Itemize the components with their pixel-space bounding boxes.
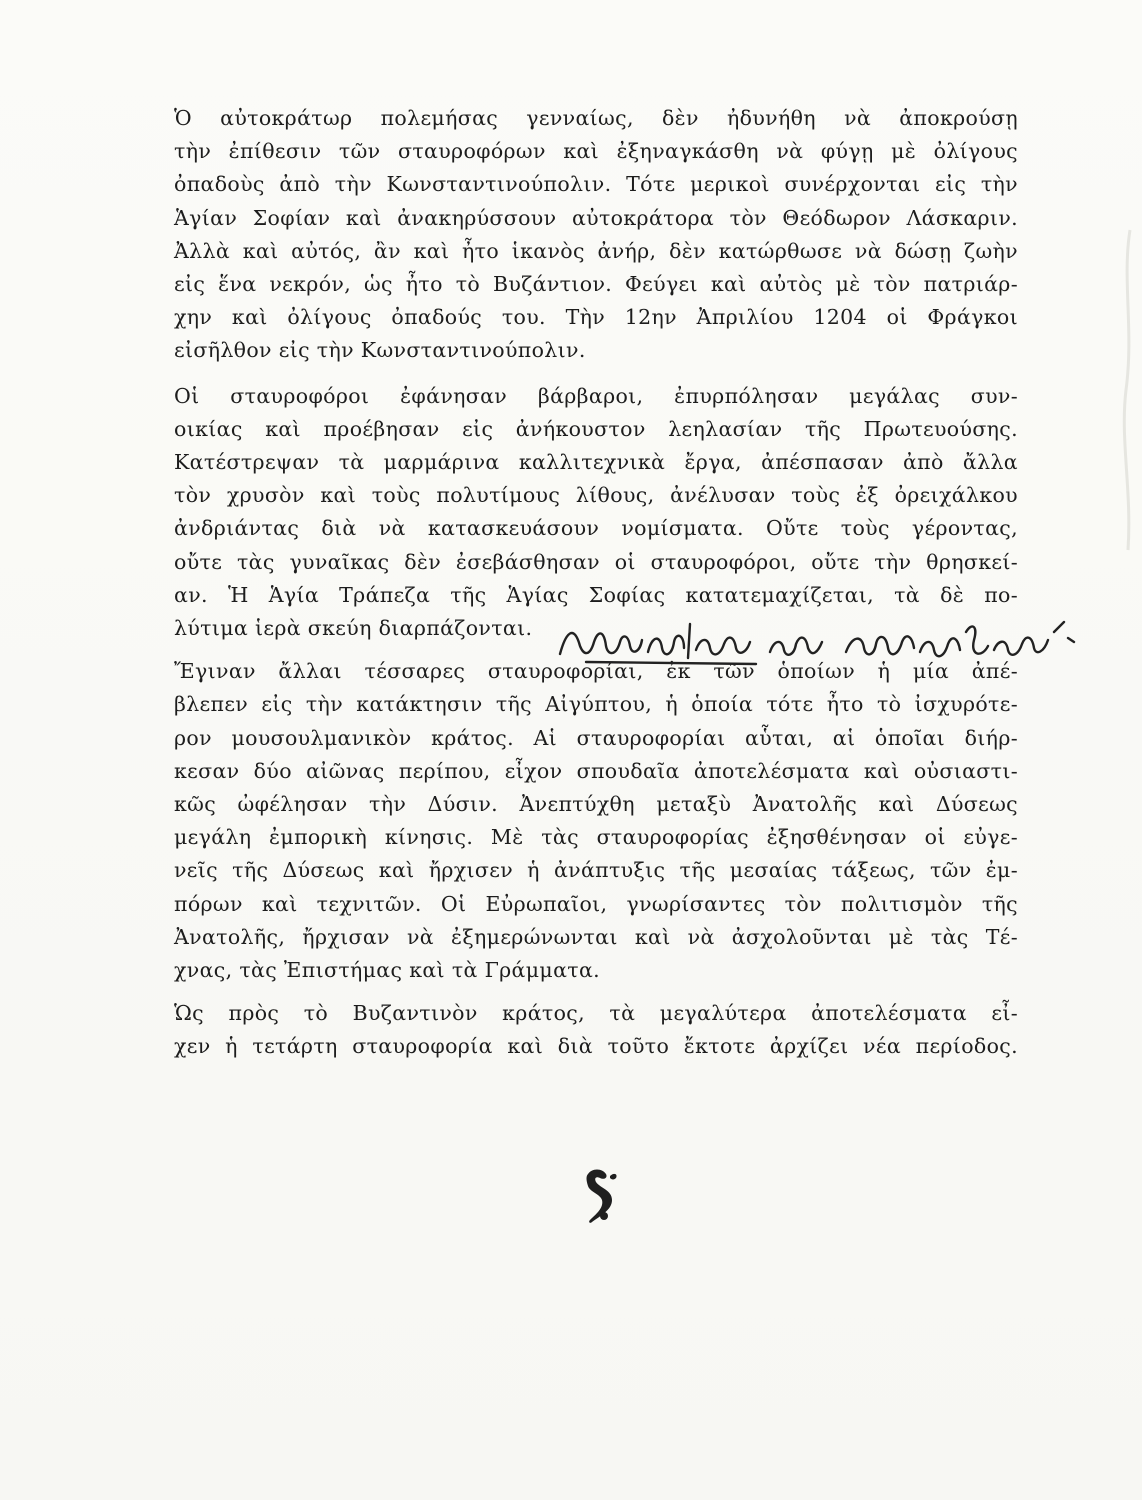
text-line: τὴν ἐπίθεσιν τῶν σταυροφόρων καὶ ἐξηναγκάσθη νὰ φύγῃ μὲ ὀλίγους [174,139,1018,164]
text-line: ὀπαδοὺς ἀπὸ τὴν Κωνσταντινούπολιν. Τότε μερικοὶ συνέρχονται εἰς τὴν [174,172,1018,197]
text-line: πόρων καὶ τεχνιτῶν. Οἱ Εὐρωπαῖοι, γνωρίσαντες τὸν πολιτισμὸν τῆς [174,891,1018,916]
paragraph-3 [174,655,1018,987]
text-line: κεσαν δύο αἰῶνας περίπου, εἶχον σπουδαῖα ἀποτελέσματα καὶ οὐσιαστι- [174,758,1018,783]
paragraph-2 [174,380,1018,646]
text-line: Ἔγιναν ἄλλαι τέσσαρες σταυροφορίαι, ἐκ τῶν ὁποίων ἡ μία ἀπέ- [174,659,1018,684]
text-line: αν. Ἡ Ἁγία Τράπεζα τῆς Ἁγίας Σοφίας κατατεμαχίζεται, τὰ δὲ πο- [174,582,1018,607]
text-line: Ἀνατολῆς, ἤρχισαν νὰ ἐξημερώνωνται καὶ νὰ ἀσχολοῦνται μὲ τὰς Τέ- [174,924,1018,949]
text-line: Ἀλλὰ καὶ αὐτός, ἂν καὶ ἦτο ἱκανὸς ἀνήρ, δὲν κατώρθωσε νὰ δώσῃ ζωὴν [174,238,1018,263]
text-line: Ἁγίαν Σοφίαν καὶ ἀνακηρύσσουν αὐτοκράτορα τὸν Θεόδωρον Λάσκαριν. [174,205,1018,230]
paragraph-1 [174,102,1018,368]
body-text [174,102,1018,1064]
margin-smudge [1112,220,1142,560]
text-line: χνας, τὰς Ἐπιστήμας καὶ τὰ Γράμματα. [174,958,601,983]
text-line: νεῖς τῆς Δύσεως καὶ ἤρχισεν ἡ ἀνάπτυξις τῆς μεσαίας τάξεως, τῶν ἐμ- [174,858,1018,883]
text-line: βλεπεν εἰς τὴν κατάκτησιν τῆς Αἰγύπτου, ἡ ὁποία τότε ἦτο τὸ ἰσχυρότε- [174,692,1018,717]
text-line: λύτιμα ἱερὰ σκεύη διαρπάζονται. [174,616,533,641]
text-line: εἰς ἕνα νεκρόν, ὡς ἦτο τὸ Βυζάντιον. Φεύγει καὶ αὐτὸς μὲ τὸν πατριάρ- [174,272,1018,297]
text-line: χην καὶ ὀλίγους ὀπαδούς του. Τὴν 12ην Ἀπριλίου 1204 οἱ Φράγκοι [174,305,1018,330]
text-line: ρον μουσουλμανικὸν κράτος. Αἱ σταυροφορίαι αὗται, αἱ ὁποῖαι διήρ- [174,725,1018,750]
text-line: Οἱ σταυροφόροι ἐφάνησαν βάρβαροι, ἐπυρπόλησαν μεγάλας συν- [174,383,1018,408]
text-line: μεγάλη ἐμπορικὴ κίνησις. Μὲ τὰς σταυροφορίας ἐξησθένησαν οἱ εὐγε- [174,825,1018,850]
text-line: ἀνδριάντας διὰ νὰ κατασκευάσουν νομίσματα. Οὔτε τοὺς γέροντας, [174,516,1018,541]
ornament-icon [578,1166,622,1228]
text-line: Ὡς πρὸς τὸ Βυζαντινὸν κράτος, τὰ μεγαλύτερα ἀποτελέσματα εἶ- [174,1001,1018,1026]
text-line: οὔτε τὰς γυναῖκας δὲν ἐσεβάσθησαν οἱ σταυροφόροι, οὔτε τὴν θρησκεί- [174,549,1018,574]
text-line: εἰσῆλθον εἰς τὴν Κωνσταντινούπολιν. [174,338,586,363]
text-line: χεν ἡ τετάρτη σταυροφορία καὶ διὰ τοῦτο ἔκτοτε ἀρχίζει νέα περίοδος. [174,1034,1018,1059]
text-line: οικίας καὶ προέβησαν εἰς ἀνήκουστον λεηλασίαν τῆς Πρωτευούσης. [174,416,1018,441]
handwritten-annotation [556,612,1086,672]
paragraph-4 [174,997,1018,1063]
text-line: Κατέστρεψαν τὰ μαρμάρινα καλλιτεχνικὰ ἔργα, ἀπέσπασαν ἀπὸ ἄλλα [174,450,1018,475]
text-line: Ὁ αὐτοκράτωρ πολεμήσας γενναίως, δὲν ἠδυνήθη νὰ ἀποκρούσῃ [174,106,1018,130]
text-line: τὸν χρυσὸν καὶ τοὺς πολυτίμους λίθους, ἀνέλυσαν τοὺς ἐξ ὀρειχάλκου [174,483,1018,508]
text-line: κῶς ὠφέλησαν τὴν Δύσιν. Ἀνεπτύχθη μεταξὺ Ἀνατολῆς καὶ Δύσεως [174,792,1018,817]
